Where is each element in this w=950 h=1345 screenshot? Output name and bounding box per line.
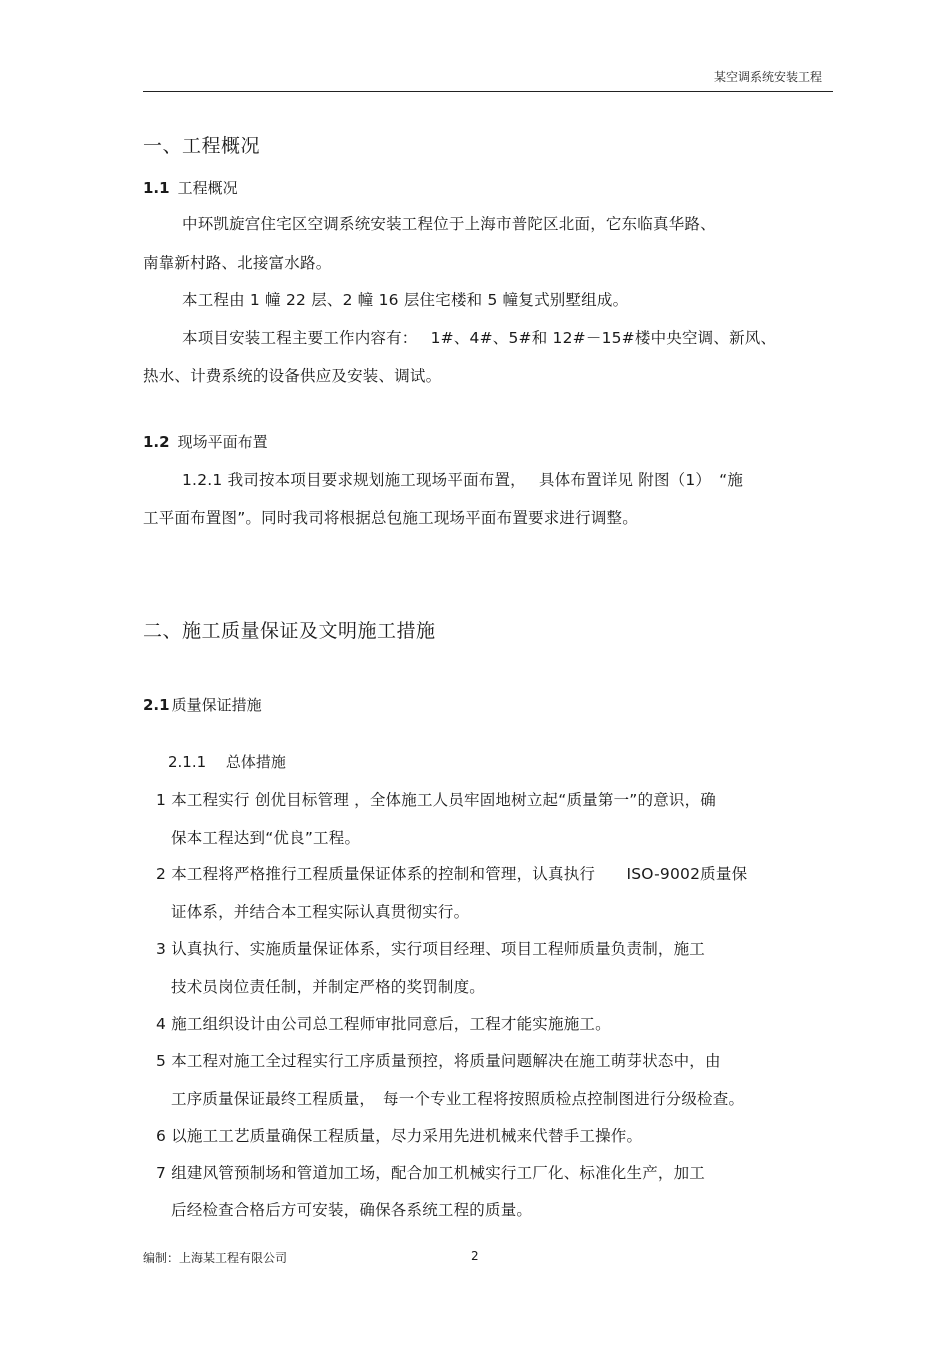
list-item: 2 本工程将严格推行工程质量保证体系的控制和管理，认真执行 ISO-9002质量保 <box>156 865 748 883</box>
subsection-1-1-heading <box>143 177 238 198</box>
list-item: 3 认真执行、实施质量保证体系，实行项目经理、项目工程师质量负责制，施工 <box>156 940 705 958</box>
paragraph-line: 南靠新村路、北接富水路。 <box>143 254 332 272</box>
paragraph-line: 本工程由 1 幢 22 层、2 幢 16 层住宅楼和 5 幢复式别墅组成。 <box>182 291 629 309</box>
paragraph-line: 热水、计费系统的设备供应及安装、调试。 <box>143 367 442 385</box>
list-item-continuation: 保本工程达到“优良”工程。 <box>171 829 361 847</box>
paragraph-line: 工平面布置图”。同时我司将根据总包施工现场平面布置要求进行调整。 <box>143 509 638 527</box>
subsection-number: 1.2 <box>143 433 170 451</box>
list-item-continuation: 工序质量保证最终工程质量， 每一个专业工程将按照质检点控制图进行分级检查。 <box>171 1090 745 1108</box>
paragraph-line: 本项目安装工程主要工作内容有： 1#、4#、5#和 12#－15#楼中央空调、新风、 <box>182 329 777 347</box>
list-item: 5 本工程对施工全过程实行工序质量预控，将质量问题解决在施工萌芽状态中，由 <box>156 1052 721 1070</box>
footer-editor: 编制：上海某工程有限公司 <box>143 1251 288 1265</box>
section-2-title: 二、施工质量保证及文明施工措施 <box>143 620 436 642</box>
paragraph-line: 1.2.1 我司按本项目要求规划施工现场平面布置， 具体布置详见 附图（1） “施 <box>182 471 744 489</box>
subsection-number: 1.1 <box>143 179 170 197</box>
list-item-continuation: 后经检查合格后方可安装，确保各系统工程的质量。 <box>171 1201 533 1219</box>
page-number: 2 <box>471 1249 479 1263</box>
subsubsection-2-1-1-heading: 2.1.1 总体措施 <box>168 753 286 771</box>
subsection-2-1-heading <box>143 694 262 715</box>
subsection-title: 现场平面布置 <box>177 433 268 451</box>
paragraph-line: 中环凯旋宫住宅区空调系统安装工程位于上海市普陀区北面，它东临真华路、 <box>182 215 716 233</box>
subsection-1-2-heading <box>143 431 268 452</box>
list-item: 4 施工组织设计由公司总工程师审批同意后，工程才能实施施工。 <box>156 1015 611 1033</box>
subsection-title: 质量保证措施 <box>171 696 262 714</box>
list-item-continuation: 证体系，并结合本工程实际认真贯彻实行。 <box>171 903 470 921</box>
header-divider <box>143 91 833 92</box>
list-item-continuation: 技术员岗位责任制，并制定严格的奖罚制度。 <box>171 978 486 996</box>
subsection-title: 工程概况 <box>177 179 238 197</box>
section-1-title: 一、工程概况 <box>143 135 261 157</box>
subsection-number: 2.1 <box>143 696 170 714</box>
list-item: 1 本工程实行 创优目标管理 ，全体施工人员牢固地树立起“质量第一”的意识，确 <box>156 791 717 809</box>
list-item: 6 以施工工艺质量确保工程质量，尽力采用先进机械来代替手工操作。 <box>156 1127 643 1145</box>
list-item: 7 组建风管预制场和管道加工场，配合加工机械实行工厂化、标准化生产，加工 <box>156 1164 705 1182</box>
running-header: 某空调系统安装工程 <box>713 70 822 84</box>
